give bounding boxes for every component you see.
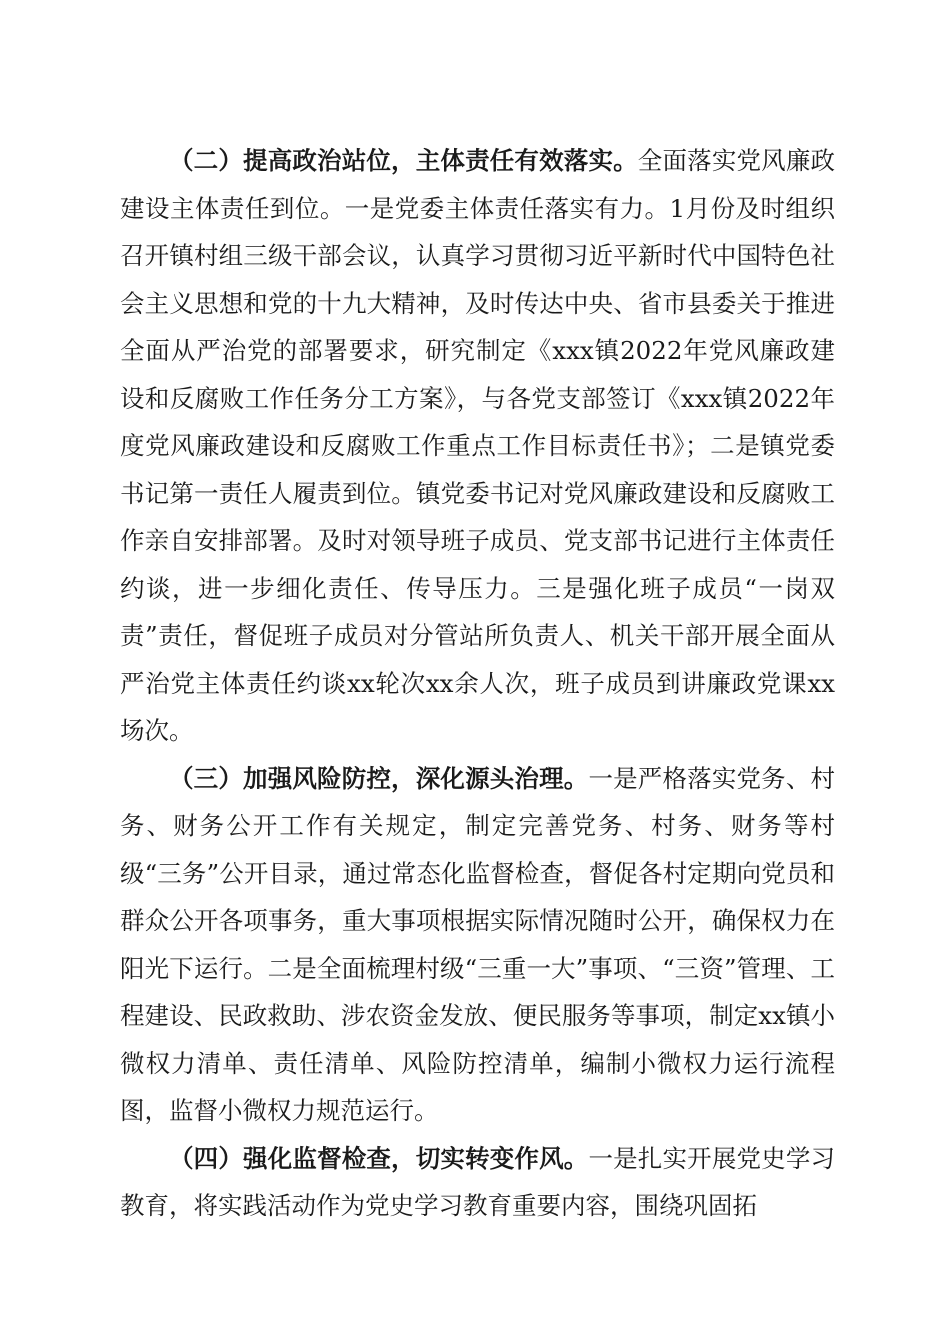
paragraph-text: 全面落实党风廉政建设主体责任到位。一是党委主体责任落实有力。1月份及时组织召开镇村组三级干部会议，认真学习贯彻习近平新时代中国特色社会主义思想和党的十九大精神，及时传达中央、省市县委关于推进全面从严治党的部署要求，研究制定《xxx镇2022年党风廉政建设和反腐败工作任务分工方案》，与各党支部签订《xxx镇2022年度党风廉政建设和反腐败工作重点工作目标责任书》；二是镇党委书记第一责任人履责到位。镇党委书记对党风廉政建设和反腐败工作亲自安排部署。及时对领导班子成员、党支部书记进行主体责任约谈，进一步细化责任、传导压力。三是强化班子成员“一岗双责”责任，督促班子成员对分管站所负责人、机关干部开展全面从严治党主体责任约谈xx轮次xx余人次，班子成员到讲廉政党课xx场次。 [120,146,836,745]
section-heading-4: （四）强化监督检查，切实转变作风。 [169,1143,589,1173]
paragraph-text: 一是严格落实党务、村务、财务公开工作有关规定，制定完善党务、村务、财务等村级“三务”公开目录，通过常态化监督检查，督促各村定期向党员和群众公开各项事务，重大事项根据实际情况随时公开，确保权力在阳光下运行。二是全面梳理村级“三重一大”事项、“三资”管理、工程建设、民政救助、涉农资金发放、便民服务等事项，制定xx镇小微权力清单、责任清单、风险防控清单，编制小微权力运行流程图，监督小微权力规范运行。 [120,763,836,1125]
paragraph-text: 一是扎实开展党史学习教育，将实践活动作为党史学习教育重要内容，围绕巩固拓 [120,1143,836,1220]
paragraph-risk-control [120,755,835,1135]
section-heading-2: （二）提高政治站位，主体责任有效落实。 [169,146,638,175]
paragraph-responsibility [120,137,835,755]
document-body [120,137,835,1230]
paragraph-supervision [120,1135,835,1230]
section-heading-3: （三）加强风险防控，深化源头治理。 [169,763,589,793]
